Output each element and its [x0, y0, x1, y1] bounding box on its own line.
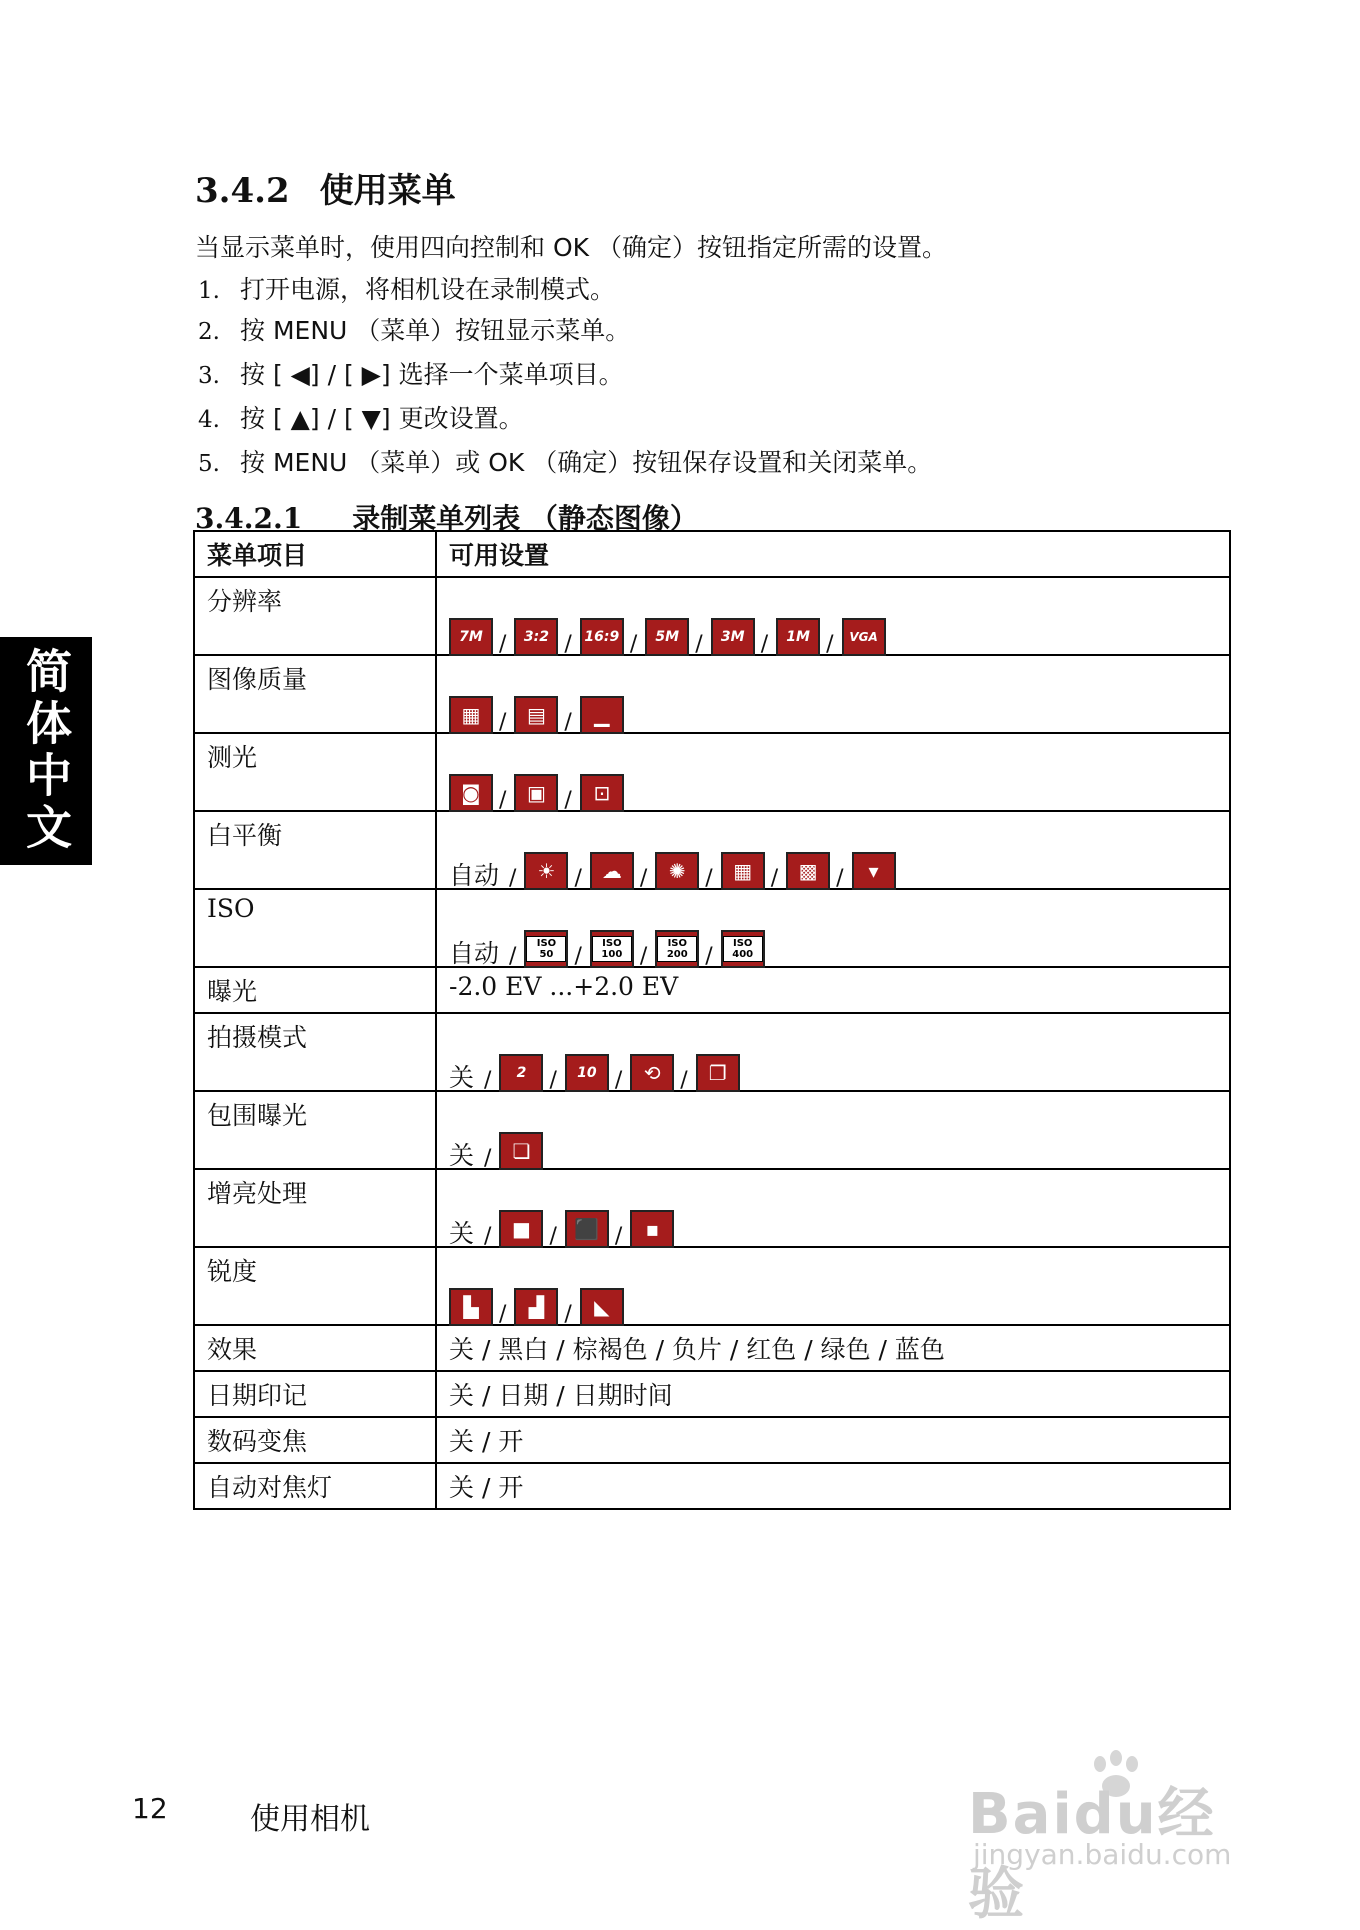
auto-bracket-icon: ❏	[499, 1132, 543, 1170]
row-label: 拍摄模式	[194, 1013, 436, 1091]
row-settings: 关 / ■ / ⬛ / ▪	[436, 1169, 1230, 1247]
watermark-url: jingyan.baidu.com	[973, 1838, 1232, 1871]
continuous-shot-icon: ❐	[696, 1054, 740, 1092]
iso-200-icon: ISO 200	[655, 930, 699, 968]
row-label: 包围曝光	[194, 1091, 436, 1169]
row-settings: 关 / 2 / 10 / ⟲ / ❐	[436, 1013, 1230, 1091]
quality-normal-icon: ▤	[514, 696, 558, 734]
row-label: 曝光	[194, 967, 436, 1013]
highlight-off-text: 关	[449, 1219, 475, 1248]
table-row	[194, 577, 1230, 655]
self-timer-2-icon: 2	[499, 1054, 543, 1092]
table-row	[194, 1091, 1230, 1169]
wb-daylight-icon: ☀	[524, 852, 568, 890]
wb-fluorescent-l-icon: ▩	[786, 852, 830, 890]
intro-text: 当显示菜单时，使用四向控制和 OK （确定）按钮指定所需的设置。	[195, 233, 947, 262]
language-side-tab	[0, 637, 92, 865]
side-tab-label: 简体中文	[19, 647, 73, 855]
iso-100-icon: ISO 100	[590, 930, 634, 968]
quality-economy-icon: ▁	[580, 696, 624, 734]
table-row	[194, 889, 1230, 967]
highlight-portrait-icon: ⬛	[565, 1210, 609, 1248]
header-menu-item: 菜单项目	[194, 531, 436, 577]
row-settings: ▦ / ▤ / ▁	[436, 655, 1230, 733]
resolution-5m-icon: 5M	[645, 618, 689, 656]
page-number: 12	[132, 1792, 168, 1825]
row-label: ISO	[194, 889, 436, 967]
table-header-row	[194, 531, 1230, 577]
header-settings: 可用设置	[436, 531, 1230, 577]
step-item: 2. 按 MENU （菜单）按钮显示菜单。	[198, 316, 631, 345]
row-label: 分辨率	[194, 577, 436, 655]
row-label: 测光	[194, 733, 436, 811]
highlight-side-icon: ▪	[630, 1210, 674, 1248]
resolution-vga-icon: VGA	[842, 618, 886, 656]
metering-multi-icon: ◙	[449, 774, 493, 812]
table-row	[194, 967, 1230, 1013]
resolution-1m-icon: 1M	[776, 618, 820, 656]
resolution-7m-icon: 7M	[449, 618, 493, 656]
row-settings: 关 / ❏	[436, 1091, 1230, 1169]
row-label: 日期印记	[194, 1371, 436, 1417]
section-title	[195, 163, 456, 212]
page-footer-title: 使用相机	[250, 1802, 370, 1837]
record-menu-table	[193, 530, 1231, 1510]
section-heading: 使用菜单	[319, 171, 456, 211]
row-settings: 关 / 黑白 / 棕褐色 / 负片 / 红色 / 绿色 / 蓝色	[436, 1325, 1230, 1371]
sharpness-normal-icon: ▟	[514, 1288, 558, 1326]
wb-auto-text: 自动	[449, 861, 500, 890]
section-number: 3.4.2	[195, 171, 290, 211]
row-settings: -2.0 EV ...+2.0 EV	[436, 967, 1230, 1013]
row-settings: 关 / 开	[436, 1463, 1230, 1509]
wb-cloudy-icon: ☁	[590, 852, 634, 890]
row-label: 效果	[194, 1325, 436, 1371]
highlight-square-icon: ■	[499, 1210, 543, 1248]
row-label: 自动对焦灯	[194, 1463, 436, 1509]
iso-50-icon: ISO 50	[524, 930, 568, 968]
row-settings: ◙ / ▣ / ⊡	[436, 733, 1230, 811]
self-timer-10-icon: 10	[565, 1054, 609, 1092]
table-row	[194, 1169, 1230, 1247]
metering-spot-icon: ⊡	[580, 774, 624, 812]
subsection-number: 3.4.2.1	[195, 502, 303, 535]
row-label: 数码变焦	[194, 1417, 436, 1463]
row-settings: 自动 / ☀ / ☁ / ✺ / ▦ / ▩ / ▾	[436, 811, 1230, 889]
row-settings: 7M / 3:2 / 16:9 / 5M / 3M / 1M / VGA	[436, 577, 1230, 655]
wb-fluorescent-h-icon: ▦	[721, 852, 765, 890]
row-label: 锐度	[194, 1247, 436, 1325]
row-settings: 自动 / ISO 50 / ISO 100 / ISO 200 / ISO 400	[436, 889, 1230, 967]
steps-list	[198, 270, 932, 484]
table-row	[194, 1325, 1230, 1371]
table-row	[194, 733, 1230, 811]
wb-manual-icon: ▾	[852, 852, 896, 890]
table-row	[194, 811, 1230, 889]
double-timer-icon: ⟲	[630, 1054, 674, 1092]
step-item: 1. 打开电源，将相机设在录制模式。	[198, 275, 616, 304]
table-row	[194, 1463, 1230, 1509]
row-settings: ▙ / ▟ / ◣	[436, 1247, 1230, 1325]
step-item: 4. 按 [ ▲] / [ ▼] 更改设置。	[198, 404, 524, 433]
iso-400-icon: ISO 400	[721, 930, 765, 968]
row-settings: 关 / 开	[436, 1417, 1230, 1463]
step-item: 5. 按 MENU （菜单）或 OK （确定）按钮保存设置和关闭菜单。	[198, 448, 933, 477]
subsection-heading: 录制菜单列表 （静态图像）	[352, 502, 698, 535]
watermark-main: Baidu经验	[968, 1782, 1216, 1927]
row-label: 白平衡	[194, 811, 436, 889]
wb-tungsten-icon: ✺	[655, 852, 699, 890]
quality-fine-icon: ▦	[449, 696, 493, 734]
table-row	[194, 1417, 1230, 1463]
table-row	[194, 1371, 1230, 1417]
resolution-3-2-icon: 3:2	[514, 618, 558, 656]
sharpness-soft-icon: ◣	[580, 1288, 624, 1326]
metering-center-icon: ▣	[514, 774, 558, 812]
row-label: 增亮处理	[194, 1169, 436, 1247]
iso-auto-text: 自动	[449, 939, 500, 968]
table-row	[194, 1013, 1230, 1091]
row-settings: 关 / 日期 / 日期时间	[436, 1371, 1230, 1417]
table-row	[194, 1247, 1230, 1325]
step-item: 3. 按 [ ◀] / [ ▶] 选择一个菜单项目。	[198, 360, 624, 389]
sharpness-high-icon: ▙	[449, 1288, 493, 1326]
resolution-3m-icon: 3M	[711, 618, 755, 656]
table-row	[194, 655, 1230, 733]
resolution-16-9-icon: 16:9	[580, 618, 624, 656]
bracket-off-text: 关	[449, 1141, 475, 1170]
baidu-watermark	[968, 1750, 1268, 1927]
row-label: 图像质量	[194, 655, 436, 733]
drive-off-text: 关	[449, 1063, 475, 1092]
